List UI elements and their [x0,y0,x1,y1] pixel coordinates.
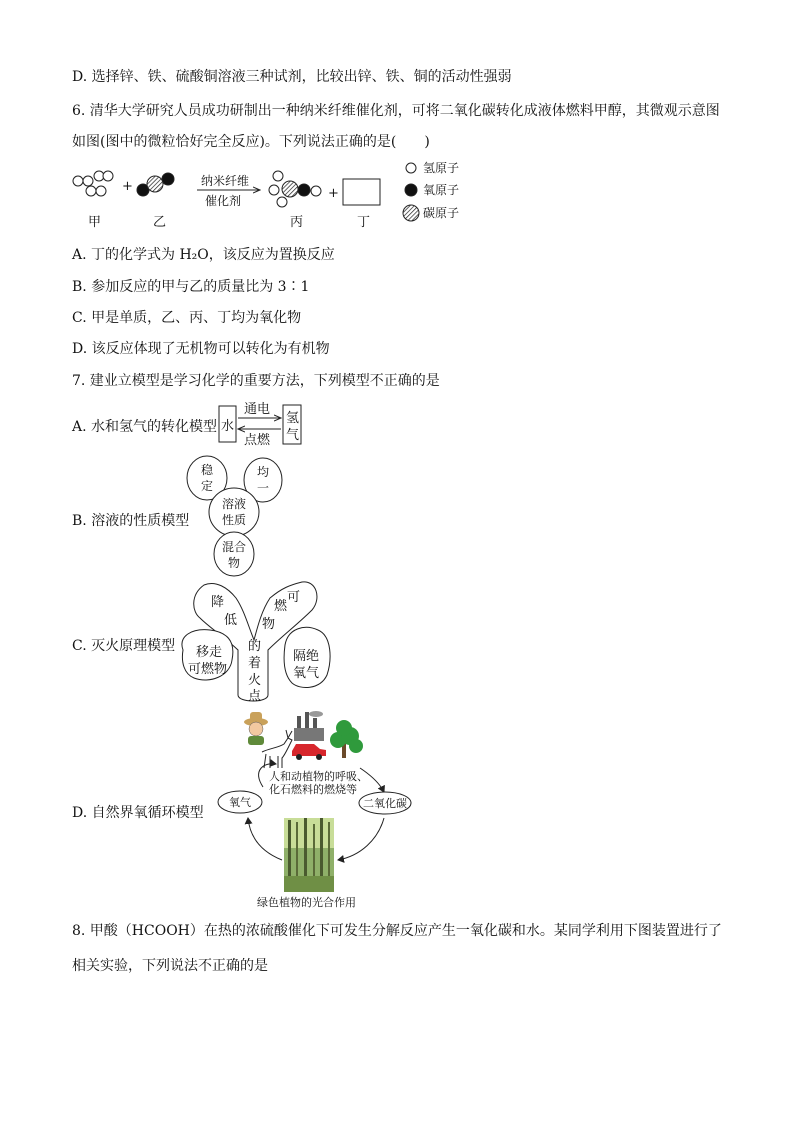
stable-2: 定 [201,479,214,493]
forest-image [284,818,334,892]
plus-1: + [122,179,133,194]
ignition-2: 着 [248,656,262,671]
q6-reaction-figure [73,161,459,230]
factory-icon [294,711,324,741]
combustible-3: 物 [262,617,276,632]
q7-option-c: C. 灭火原理模型 [72,638,176,654]
q6-option-b: B. 参加反应的甲与乙的质量比为 3∶1 [72,279,310,295]
uniform-1: 均 [257,465,270,479]
mixture-1: 混合 [222,540,247,554]
label-yi: 乙 [153,215,167,230]
remove-2: 可燃物 [188,662,228,677]
plus-2: + [328,186,339,201]
hydrogen-label-2: 气 [286,428,300,443]
legend-h-icon [406,163,416,173]
hydrogen-label-1: 氢 [286,411,300,426]
q6-stem-line-1: 6. 清华大学研究人员成功研制出一种纳米纤维催化剂，可将二氧化碳转化成液体燃料甲醇，其微观示意图 [72,103,720,119]
q7-stem: 7. 建业立模型是学习化学的重要方法，下列模型不正确的是 [72,373,440,389]
isolate-2: 氧气 [293,666,320,681]
arc-bottom-right [338,818,384,860]
q6-option-c: C. 甲是单质，乙、丙、丁均为氧化物 [72,310,302,326]
ignition-label: 点燃 [244,433,271,448]
q8-stem-line-2: 相关实验，下列说法不正确的是 [72,958,268,974]
q7-option-d: D. 自然界氧循环模型 [72,805,204,821]
remove-1: 移走 [196,645,223,660]
respiration-label-2: 化石燃料的燃烧等 [269,783,357,796]
q8-stem-line-1: 8. 甲酸（HCOOH）在热的浓硫酸催化下可发生分解反应产生一氧化碳和水。某同学利用下图装置进行了 [72,923,722,939]
ignition-4: 点 [248,689,262,704]
q6-option-a: A. 丁的化学式为 H₂O，该反应为置换反应 [72,247,335,263]
tree-icon [330,720,363,758]
legend-c: 碳原子 [423,206,460,220]
legend-c-icon [403,205,419,221]
q6-option-d: D. 该反应体现了无机物可以转化为有机物 [72,341,330,357]
uniform-2: 一 [257,481,270,495]
bubble-center [209,488,259,536]
molecule-ding-box [343,179,380,205]
lower-1: 降 [211,595,225,610]
q7-option-b: B. 溶液的性质模型 [72,513,190,529]
mixture-2: 物 [228,556,241,570]
arc-bottom-left [248,818,282,860]
center-2: 性质 [222,513,247,527]
q6-stem-line-2: 如图(图中的微粒恰好完全反应)。下列说法正确的是( ) [72,134,430,150]
catalyst-bottom: 催化剂 [205,194,242,208]
stable-1: 稳 [201,463,214,477]
person-icon [244,712,268,745]
center-1: 溶液 [222,497,247,511]
car-icon [292,744,326,760]
label-jia: 甲 [88,215,102,230]
combustible-2: 燃 [274,599,288,614]
molecule-jia [73,171,113,196]
electrolysis-label: 通电 [244,402,271,417]
q5-option-d: D. 选择锌、铁、硫酸铜溶液三种试剂，比较出锌、铁、铜的活动性强弱 [72,69,512,85]
combustible-1: 可 [287,590,301,605]
q7a-water-hydrogen-figure [219,401,301,448]
ignition-1: 的 [248,639,262,654]
ignition-3: 火 [248,673,262,688]
oxygen-label: 氧气 [229,796,251,809]
q7d-oxygen-cycle-figure [218,711,411,909]
lower-2: 低 [224,613,238,628]
label-ding: 丁 [357,215,371,230]
legend-o: 氧原子 [423,183,460,197]
molecule-bing [269,171,321,207]
isolate-1: 隔绝 [293,649,320,664]
q7-option-a: A. 水和氢气的转化模型 [72,419,218,435]
co2-label: 二氧化碳 [363,797,407,810]
catalyst-top: 纳米纤维 [201,174,250,188]
water-label: 水 [221,419,235,434]
deer-icon [262,730,292,768]
legend-h: 氢原子 [423,161,460,175]
respiration-label-1: 人和动植物的呼吸、 [269,770,368,783]
photosynthesis-label: 绿色植物的光合作用 [257,896,356,909]
legend-o-icon [405,184,417,196]
label-bing: 丙 [290,215,304,230]
molecule-yi [137,173,174,196]
